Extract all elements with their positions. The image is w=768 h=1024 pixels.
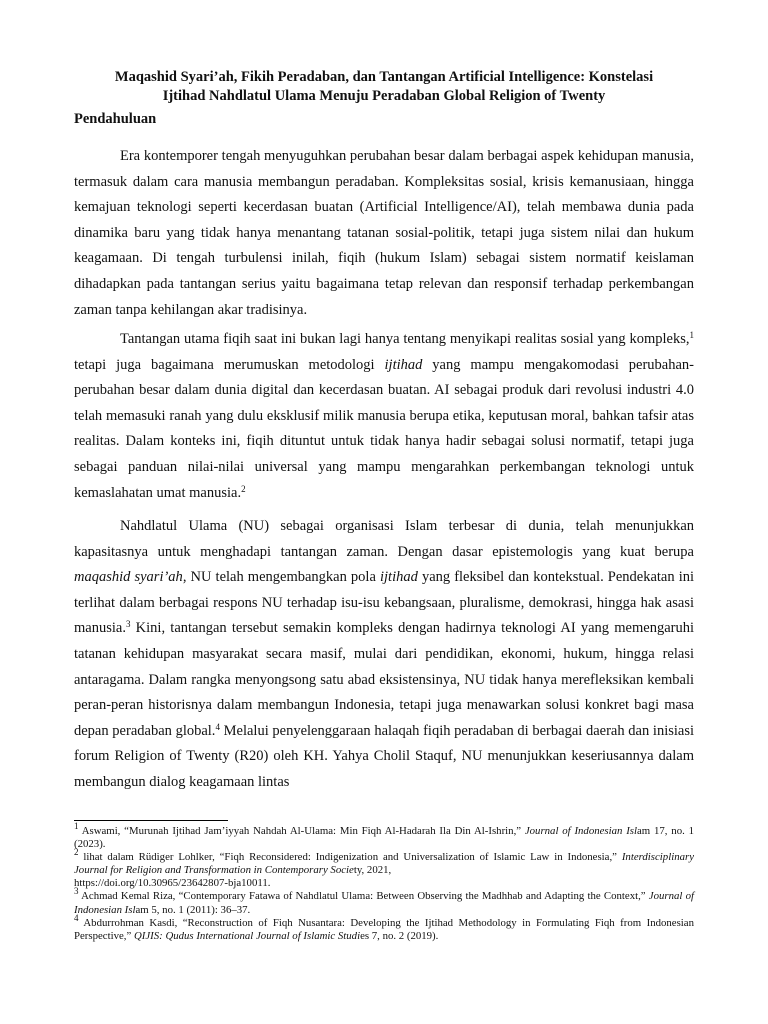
footnote-journal: QIJIS: Qudus International Journal of Islamic Studi — [131, 929, 361, 942]
paragraph-3-text-4: Kini, tantangan tersebut semakin kompleks dengan hadirnya teknologi AI yang memengaruhi tatanan kehidupan masyarakat secara masif, mulai dari pendidikan, ekonomi, hukum, hingga relasi antaragama. Dalam rangka menyongsong satu abad eksistensinya, NU tidak hanya merefleksikan kembali peran-peran historisnya dalam membangun Indonesia, tetapi juga menawarkan solusi konkret bagi masa depan peradaban global. — [74, 620, 694, 739]
footnote-text: lihat dalam Rüdiger Lohlker, “Fiqh Reconsidered: Indigenization and Universalization of Islamic Law in Indonesia,” — [78, 851, 617, 864]
document-title — [74, 68, 694, 106]
footnote-text: Abdurrohman Kasdi, “Reconstruction of Fiqh Nusantara: Developing the Ijtihad Methodology in Formulating Fiqh from Indonesian Perspective,” — [74, 916, 694, 942]
paragraph-3-text-5: Melalui penyelenggaraan halaqah fiqih peradaban di berbagai daerah dan inisiasi forum Religion of Twenty (R20) oleh KH. Yahya Cholil Staquf, NU menunjukkan keseriusannya dalam membangun dialog keagamaan lintas — [74, 722, 695, 790]
paragraph-3-text-2: , NU telah mengembangkan pola — [182, 569, 380, 586]
title-line-1: Maqashid Syari’ah, Fikih Peradaban, dan Tantangan Artificial Intelligence: Konstelasi — [114, 69, 654, 85]
footnote-number: 2 — [74, 847, 79, 858]
footnote-journal: Interdisciplinary Journal for Religion and Transformation in Contemporary Socie — [74, 851, 694, 877]
paragraph-2-italic-1: ijtihad — [384, 356, 423, 373]
footnote-ref-3: 3 — [125, 619, 131, 630]
footnote-1 — [74, 821, 694, 851]
footnote-number: 1 — [74, 821, 79, 831]
paragraph-3 — [74, 514, 694, 796]
paragraph-1: Era kontemporer tengah menyuguhkan perubahan besar dalam berbagai aspek kehidupan manusia, termasuk dalam cara manusia membangun peradaban. Kompleksitas sosial, krisis kemanusiaan, hingga kemajuan teknologi seperti kecerdasan buatan (Artificial Intelligence/AI), telah membawa dunia pada dinamika baru yang tidak hanya menantang tatanan sosial-politik, tetapi juga sistem nilai dan hukum keagamaan. Di tengah turbulensi inilah, fiqih (hukum Islam) sebagai sistem normatif keislaman dihadapkan pada tantangan serius yaitu bagaimana tetap relevan dan responsif terhadap perkembangan zaman tanpa kehilangan akar tradisinya. — [74, 148, 694, 318]
section-heading: Pendahuluan — [74, 111, 157, 127]
footnote-ref-2: 2 — [241, 483, 246, 494]
footnote-text-end: am 17, no. 1 (2023). — [74, 825, 694, 851]
paragraph-2-text-2: tetapi juga bagaimana merumuskan metodologi — [74, 356, 385, 373]
footnote-text-end: ty, 2021, — [353, 864, 392, 877]
footnote-text-end: am 5, no. 1 (2011): 36–37. — [135, 903, 251, 916]
footnote-separator — [74, 820, 228, 821]
footnote-number: 4 — [74, 912, 79, 923]
footnote-2-doi-link[interactable]: https://doi.org/10.30965/23642807-bja10011. — [74, 877, 271, 890]
title-line-2: Ijtihad Nahdlatul Ulama Menuju Peradaban Global Religion of Twenty — [162, 88, 606, 104]
paragraph-3-text-3: yang fleksibel dan kontekstual. Pendekatan ini terlihat dalam berbagai respons NU terhadap isu-isu kebangsaan, pluralisme, demokrasi, hingga hak asasi manusia. — [74, 569, 695, 637]
footnote-text: Achmad Kemal Riza, “Contemporary Fatawa of Nahdlatul Ulama: Between Observing the Madhhab and Adapting the Context,” — [78, 890, 646, 903]
paragraph-3-italic-1: maqashid syari’ah — [74, 569, 183, 586]
paragraph-3-italic-2: ijtihad — [379, 569, 418, 586]
footnote-2 — [74, 847, 694, 877]
footnote-ref-4: 4 — [215, 721, 220, 732]
paragraph-2 — [74, 327, 694, 506]
footnote-journal: Journal of Indonesian Isl — [521, 825, 638, 837]
footnote-text-end: es 7, no. 2 (2019). — [360, 929, 439, 942]
footnote-journal: Journal of Indonesian Isl — [74, 890, 695, 916]
paragraph-2-text-1: Tantangan utama fiqih saat ini bukan lagi hanya tentang menyikapi realitas sosial yang kompleks, — [120, 331, 690, 347]
footnotes — [74, 821, 695, 943]
footnote-ref-1: 1 — [689, 330, 694, 340]
footnote-3 — [74, 886, 695, 916]
paragraph-2-text-3: yang mampu mengakomodasi perubahan-perubahan besar dalam dunia digital dan kecerdasan buatan. AI sebagai produk dari revolusi industri 4.0 telah memasuki ranah yang dulu eksklusif milik manusia berupa etika, keputusan moral, bahkan tafsir atas realitas. Dalam konteks ini, fiqih dituntut untuk tidak hanya hadir sebagai solusi normatif, tetapi juga sebagai panduan nilai-nilai universal yang mampu mengarahkan perkembangan teknologi untuk kemaslahatan umat manusia. — [74, 356, 694, 501]
footnote-number: 3 — [74, 886, 79, 897]
footnote-4 — [74, 912, 694, 943]
footnote-text: Aswami, “Murunah Ijtihad Jam’iyyah Nahdah Al-Ulama: Min Fiqh Al-Hadarah Ila Din Al-Ishrin,” — [78, 825, 522, 837]
paragraph-3-text-1: Nahdlatul Ulama (NU) sebagai organisasi Islam terbesar di dunia, telah menunjukkan kapasitasnya untuk menghadapi tantangan zaman. Dengan dasar epistemologis yang kuat berupa — [74, 518, 694, 560]
